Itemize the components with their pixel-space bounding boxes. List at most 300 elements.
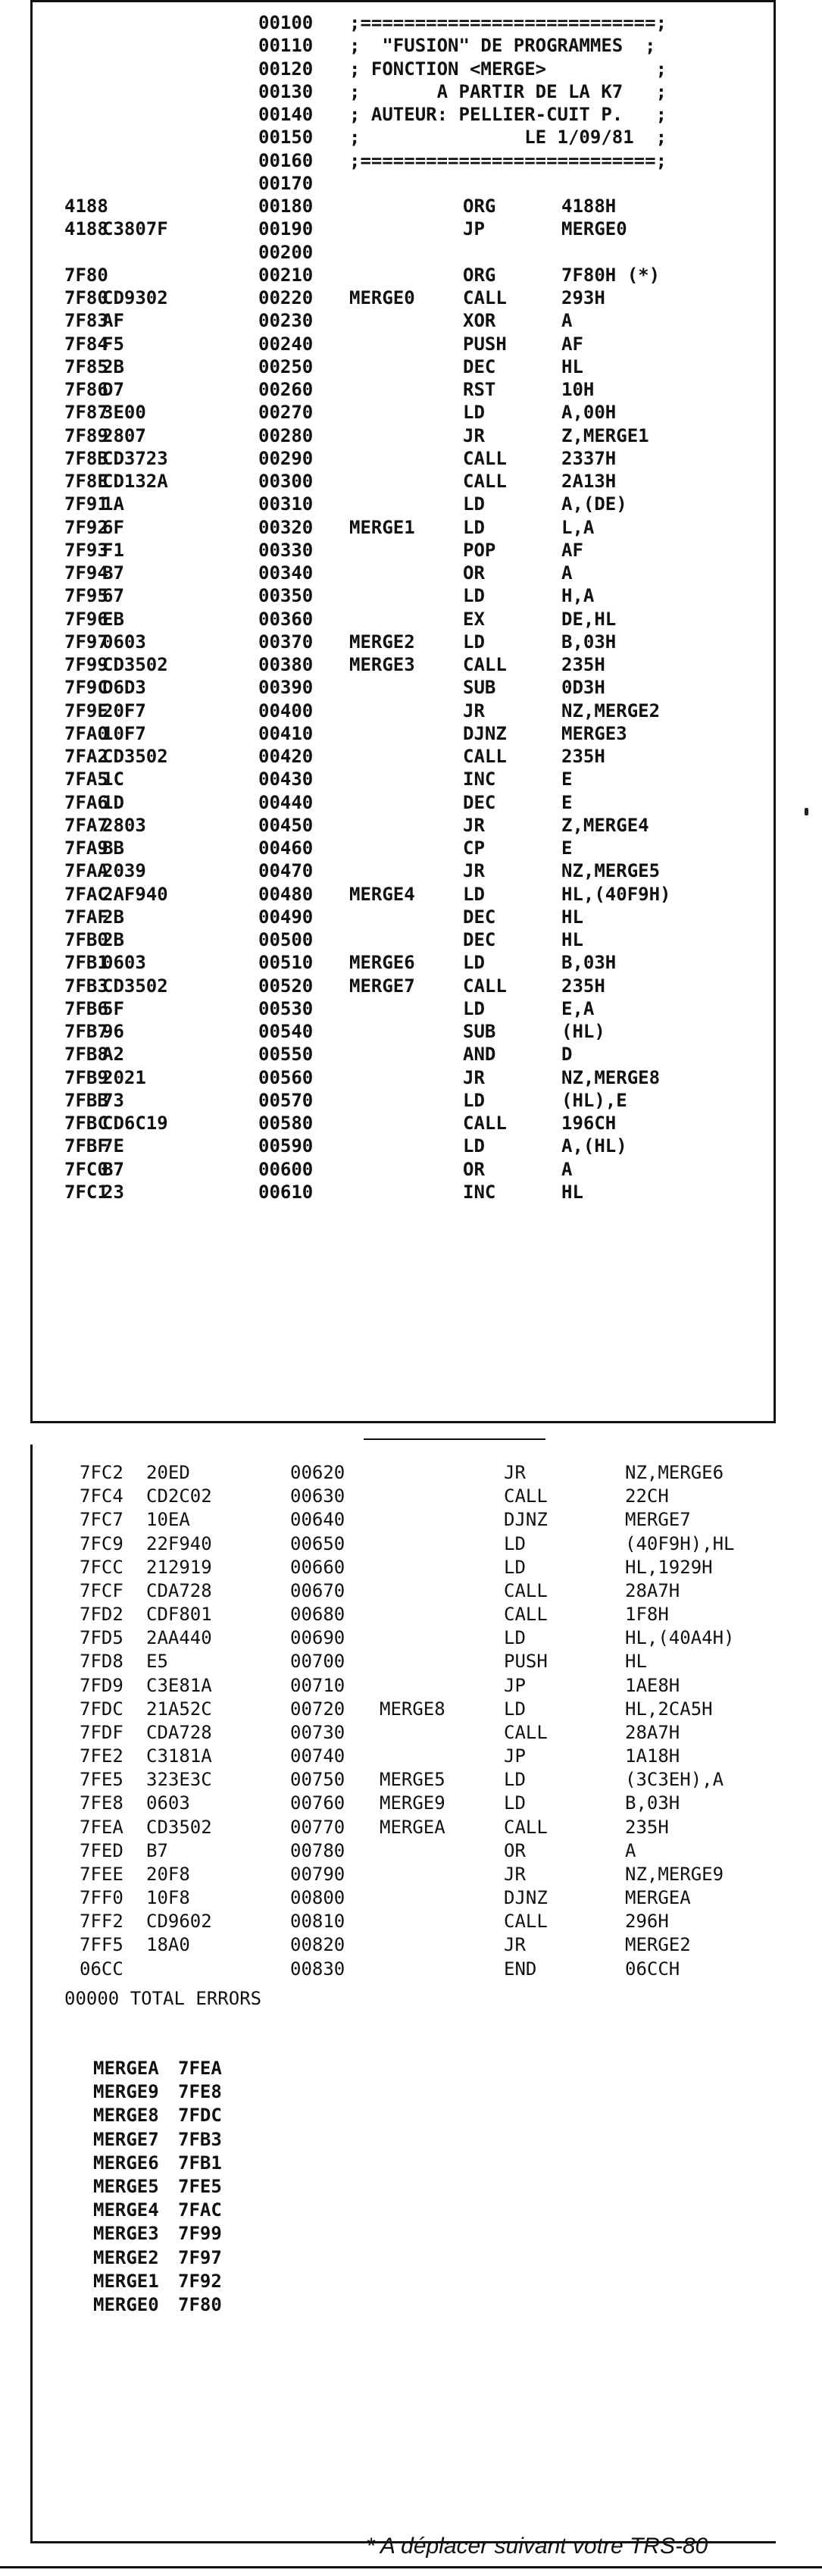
address: 7FC9 (80, 1532, 123, 1554)
line-number: 00690 (290, 1627, 345, 1649)
line-number: 00110 (258, 35, 314, 57)
address: 7FF0 (80, 1887, 123, 1909)
address: 7FB7 (64, 1021, 108, 1042)
line-number: 00220 (258, 287, 314, 308)
operand: HL,(40A4H) (625, 1627, 735, 1649)
operand: A (625, 1839, 636, 1861)
code-line (33, 218, 774, 240)
address: 7F87 (64, 402, 108, 424)
code-line (33, 951, 774, 974)
label: MERGE6 (349, 952, 415, 974)
machine-code: AF (102, 310, 124, 332)
code-line (33, 126, 774, 149)
operand: HL (561, 1181, 583, 1203)
line-number: 00560 (258, 1066, 314, 1088)
operand: 4188H (561, 196, 617, 217)
line-number: 00670 (290, 1579, 345, 1601)
mnemonic: LD (463, 952, 485, 974)
machine-code: 5F (102, 997, 124, 1019)
mnemonic: ORG (463, 264, 496, 286)
mnemonic: LD (463, 1135, 485, 1157)
mnemonic: AND (463, 1044, 496, 1066)
mnemonic: JR (463, 814, 485, 836)
operand: AF (561, 333, 583, 355)
mnemonic: DJNZ (463, 722, 507, 744)
machine-code: 2039 (102, 860, 146, 882)
mnemonic: OR (504, 1839, 526, 1861)
line-number: 00380 (258, 654, 314, 675)
symbol-entry (93, 2152, 320, 2175)
mnemonic: DJNZ (504, 1509, 548, 1531)
machine-code: 1A (102, 493, 124, 515)
line-number: 00630 (290, 1485, 345, 1507)
operand: 7F80H (*) (561, 264, 661, 286)
label: MERGE5 (380, 1769, 445, 1791)
code-line (33, 516, 774, 539)
machine-code: 2807 (102, 424, 146, 446)
mnemonic: CALL (504, 1579, 548, 1601)
code-line (33, 1461, 776, 1485)
code-line (33, 1745, 776, 1768)
address: 7F85 (64, 355, 108, 377)
mnemonic: POP (463, 539, 496, 561)
operand: 22CH (625, 1485, 669, 1507)
code-line (33, 11, 774, 34)
mnemonic: JR (504, 1863, 526, 1885)
code-line (33, 149, 774, 172)
line-number: 00250 (258, 355, 314, 377)
mnemonic: JR (463, 860, 485, 882)
label: MERGE7 (349, 975, 415, 997)
code-line (33, 1698, 776, 1721)
comment-text: ; A PARTIR DE LA K7 ; (349, 80, 667, 102)
footnote: * A déplacer suivant votre TRS-80 (366, 2534, 708, 2559)
code-line (33, 378, 774, 401)
operand: HL,(40F9H) (561, 883, 671, 905)
machine-code: 6F (102, 516, 124, 538)
mnemonic: LD (504, 1792, 526, 1814)
code-line (33, 58, 774, 80)
line-number: 00770 (290, 1816, 345, 1838)
address: 7F99 (64, 654, 108, 675)
mnemonic: CALL (504, 1911, 548, 1933)
line-number: 00810 (290, 1911, 345, 1933)
line-number: 00740 (290, 1745, 345, 1767)
address: 7F86 (64, 379, 108, 400)
code-line (33, 1958, 776, 1981)
operand: 1A18H (625, 1745, 680, 1767)
operand: NZ,MERGE5 (561, 860, 661, 882)
address: 7FAF (64, 906, 108, 928)
address: 7F94 (64, 562, 108, 584)
machine-code: C3181A (146, 1745, 212, 1767)
line-number: 00600 (258, 1158, 314, 1180)
machine-code: CDF801 (146, 1604, 212, 1626)
address: 4188 (64, 218, 108, 240)
mnemonic: JP (463, 218, 485, 240)
operand: 235H (561, 654, 605, 675)
comment-text: ;===========================; (349, 12, 667, 33)
code-line (33, 1066, 774, 1089)
code-line (33, 1508, 776, 1532)
code-line (33, 286, 774, 309)
mnemonic: CALL (463, 1113, 507, 1134)
listing-panel-top (30, 0, 776, 1423)
line-number: 00720 (290, 1698, 345, 1720)
line-number: 00230 (258, 310, 314, 332)
operand: A (561, 1158, 573, 1180)
line-number: 00480 (258, 883, 314, 905)
line-number: 00150 (258, 127, 314, 149)
address: 7FD8 (80, 1651, 123, 1673)
code-line (33, 241, 774, 264)
code-line (33, 928, 774, 951)
mnemonic: JR (504, 1934, 526, 1956)
code-line (33, 745, 774, 768)
code-line (33, 1089, 774, 1112)
operand: 2A13H (561, 471, 617, 492)
mnemonic: LD (504, 1698, 526, 1720)
machine-code: 21A52C (146, 1698, 212, 1720)
symbol-name: MERGE1 (93, 2270, 159, 2292)
operand: (40F9H),HL (625, 1532, 735, 1554)
operand: 06CCH (625, 1958, 680, 1980)
code-line (33, 447, 774, 470)
address: 7FC7 (80, 1509, 123, 1531)
operand: HL,2CA5H (625, 1698, 713, 1720)
address: 7FCC (80, 1556, 123, 1578)
symbol-entry (93, 2104, 320, 2127)
code-line (33, 700, 774, 722)
operand: A (561, 562, 573, 584)
machine-code: CD9302 (102, 287, 168, 308)
code-line (33, 1158, 774, 1181)
mnemonic: DEC (463, 355, 496, 377)
mnemonic: OR (463, 1158, 485, 1180)
machine-code: B7 (102, 1158, 124, 1180)
line-number: 00190 (258, 218, 314, 240)
comment-text: ; LE 1/09/81 ; (349, 127, 667, 149)
mnemonic: PUSH (463, 333, 507, 355)
operand: 28A7H (625, 1579, 680, 1601)
operand: A,00H (561, 402, 617, 424)
address: 7F91 (64, 493, 108, 515)
symbol-address: 7FEA (178, 2058, 222, 2079)
line-number: 00500 (258, 929, 314, 950)
machine-code: 1D (102, 791, 124, 813)
mnemonic: CALL (504, 1816, 548, 1838)
machine-code: CD9602 (146, 1911, 212, 1933)
machine-code: 2803 (102, 814, 146, 836)
line-number: 00360 (258, 608, 314, 630)
line-number: 00140 (258, 104, 314, 125)
address: 7FB6 (64, 997, 108, 1019)
address: 7FDF (80, 1721, 123, 1743)
machine-code: BB (102, 837, 124, 859)
mnemonic: DEC (463, 929, 496, 950)
line-number: 00200 (258, 241, 314, 263)
address: 7FB9 (64, 1066, 108, 1088)
operand: DE,HL (561, 608, 617, 630)
address: 7FA9 (64, 837, 108, 859)
mnemonic: LD (504, 1769, 526, 1791)
operand: E (561, 768, 573, 790)
operand: MERGE3 (561, 722, 627, 744)
code-line (33, 975, 774, 997)
code-line (33, 1933, 776, 1957)
code-line (33, 676, 774, 699)
operand: HL (561, 929, 583, 950)
machine-code: F1 (102, 539, 124, 561)
address: 7F9C (64, 677, 108, 699)
operand: NZ,MERGE8 (561, 1066, 661, 1088)
listing-rows-bottom (33, 1461, 776, 1981)
operand: Z,MERGE1 (561, 424, 649, 446)
line-number: 00640 (290, 1509, 345, 1531)
line-number: 00130 (258, 80, 314, 102)
machine-code: 212919 (146, 1556, 212, 1578)
machine-code: CDA728 (146, 1579, 212, 1601)
line-number: 00660 (290, 1556, 345, 1578)
operand: 293H (561, 287, 605, 308)
machine-code: C3E81A (146, 1674, 212, 1696)
code-line (33, 584, 774, 607)
machine-code: B7 (146, 1839, 168, 1861)
symbol-entry (93, 2080, 320, 2104)
symbol-address: 7FB3 (178, 2128, 222, 2150)
address: 7FEA (80, 1816, 123, 1838)
listing-panel-bottom (30, 1445, 776, 2559)
mnemonic: JP (504, 1674, 526, 1696)
line-number: 00570 (258, 1089, 314, 1111)
machine-code: 1C (102, 768, 124, 790)
code-line (33, 1112, 774, 1135)
mnemonic: LD (463, 997, 485, 1019)
machine-code: 73 (102, 1089, 124, 1111)
label: MERGE3 (349, 654, 415, 675)
mnemonic: LD (463, 516, 485, 538)
symbol-name: MERGE6 (93, 2152, 159, 2174)
operand: A,(DE) (561, 493, 627, 515)
symbol-name: MERGE2 (93, 2246, 159, 2268)
mnemonic: CALL (463, 975, 507, 997)
machine-code: 7E (102, 1135, 124, 1157)
mnemonic: CALL (463, 447, 507, 469)
code-line (33, 1485, 776, 1508)
code-line (33, 814, 774, 837)
symbol-entry (93, 2199, 320, 2222)
page-bottom-rule (0, 2566, 822, 2568)
line-number: 00270 (258, 402, 314, 424)
code-line (33, 1792, 776, 1815)
operand: B,03H (625, 1792, 680, 1814)
machine-code: CD3502 (146, 1816, 212, 1838)
mnemonic: LD (504, 1556, 526, 1578)
machine-code: 2021 (102, 1066, 146, 1088)
address: 7FB8 (64, 1044, 108, 1066)
print-speck (805, 808, 808, 815)
symbol-entry (93, 2246, 320, 2270)
code-line (33, 1532, 776, 1556)
address: 7F80 (64, 287, 108, 308)
address: 7F8E (64, 471, 108, 492)
label: MERGEA (380, 1816, 445, 1838)
label: MERGE8 (380, 1698, 445, 1720)
code-line (33, 1626, 776, 1650)
machine-code: CD3502 (102, 975, 168, 997)
mnemonic: DEC (463, 906, 496, 928)
operand: NZ,MERGE6 (625, 1462, 724, 1483)
separator-rule (364, 1438, 545, 1440)
symbol-address: 7FE8 (178, 2081, 222, 2103)
operand: E,A (561, 997, 595, 1019)
machine-code: 96 (102, 1021, 124, 1042)
symbol-name: MERGE5 (93, 2176, 159, 2198)
code-line (33, 264, 774, 286)
address: 7FF2 (80, 1911, 123, 1933)
operand: 235H (561, 746, 605, 767)
operand: MERGE2 (625, 1934, 691, 1956)
mnemonic: JP (504, 1745, 526, 1767)
code-line (33, 653, 774, 676)
address: 7F95 (64, 585, 108, 607)
mnemonic: JR (463, 700, 485, 721)
machine-code: C3807F (102, 218, 168, 240)
line-number: 00180 (258, 196, 314, 217)
machine-code: EB (102, 608, 124, 630)
mnemonic: JR (504, 1462, 526, 1483)
code-line (33, 1020, 774, 1043)
code-line (33, 1556, 776, 1579)
operand: B,03H (561, 952, 617, 974)
mnemonic: CALL (463, 287, 507, 308)
symbol-address: 7FE5 (178, 2176, 222, 2198)
symbol-name: MERGE3 (93, 2223, 159, 2245)
line-number: 00210 (258, 264, 314, 286)
address: 7FBB (64, 1089, 108, 1111)
address: 7FEE (80, 1863, 123, 1885)
address: 7FED (80, 1839, 123, 1861)
mnemonic: END (504, 1958, 537, 1980)
label: MERGE4 (349, 883, 415, 905)
mnemonic: JR (463, 424, 485, 446)
code-line (33, 493, 774, 515)
operand: MERGE7 (625, 1509, 691, 1531)
operand: E (561, 837, 573, 859)
line-number: 00320 (258, 516, 314, 538)
address: 7FB3 (64, 975, 108, 997)
operand: 28A7H (625, 1721, 680, 1743)
address: 7F93 (64, 539, 108, 561)
code-line (33, 768, 774, 790)
operand: MERGE0 (561, 218, 627, 240)
line-number: 00610 (258, 1181, 314, 1203)
code-line (33, 470, 774, 493)
line-number: 00730 (290, 1721, 345, 1743)
mnemonic: LD (463, 631, 485, 653)
address: 7FA5 (64, 768, 108, 790)
machine-code: CD3502 (102, 746, 168, 767)
machine-code: 10F8 (146, 1887, 190, 1909)
code-line (33, 34, 774, 57)
symbol-name: MERGE4 (93, 2199, 159, 2221)
symbol-address: 7FAC (178, 2199, 222, 2221)
machine-code: 23 (102, 1181, 124, 1203)
machine-code: 2AF940 (102, 883, 168, 905)
code-line (33, 722, 774, 745)
operand: HL,1929H (625, 1556, 713, 1578)
total-errors-text: 00000 TOTAL ERRORS (64, 1988, 262, 2009)
comment-text: ; "FUSION" DE PROGRAMMES ; (349, 35, 656, 57)
operand: H,A (561, 585, 595, 607)
code-line (33, 1603, 776, 1626)
address: 7F9E (64, 700, 108, 721)
symbol-entry (93, 2222, 320, 2246)
machine-code: A2 (102, 1044, 124, 1066)
code-line (33, 1043, 774, 1066)
line-number: 00390 (258, 677, 314, 699)
line-number: 00620 (290, 1462, 345, 1483)
address: 7FA0 (64, 722, 108, 744)
line-number: 00750 (290, 1769, 345, 1791)
line-number: 00830 (290, 1958, 345, 1980)
address: 7FAC (64, 883, 108, 905)
listing-rows-top (33, 11, 774, 1203)
operand: HL (625, 1651, 647, 1673)
line-number: 00780 (290, 1839, 345, 1861)
mnemonic: ORG (463, 196, 496, 217)
mnemonic: LD (463, 402, 485, 424)
code-line (33, 562, 774, 584)
operand: 196CH (561, 1113, 617, 1134)
operand: HL (561, 355, 583, 377)
machine-code: 0603 (146, 1792, 190, 1814)
mnemonic: EX (463, 608, 485, 630)
mnemonic: LD (463, 585, 485, 607)
mnemonic: OR (463, 562, 485, 584)
mnemonic: XOR (463, 310, 496, 332)
symbol-name: MERGEA (93, 2058, 159, 2079)
address: 7FA7 (64, 814, 108, 836)
line-number: 00100 (258, 12, 314, 33)
operand: NZ,MERGE9 (625, 1863, 724, 1885)
code-line (33, 172, 774, 195)
label: MERGE1 (349, 516, 415, 538)
line-number: 00400 (258, 700, 314, 721)
address: 7F97 (64, 631, 108, 653)
line-number: 00370 (258, 631, 314, 653)
address: 7F96 (64, 608, 108, 630)
symbol-table (93, 2057, 320, 2317)
code-line (33, 1721, 776, 1745)
machine-code: 20F8 (146, 1863, 190, 1885)
symbol-address: 7F80 (178, 2294, 222, 2316)
line-number: 00160 (258, 149, 314, 171)
mnemonic: SUB (463, 677, 496, 699)
code-line (33, 791, 774, 814)
line-number: 00700 (290, 1651, 345, 1673)
symbol-entry (93, 2175, 320, 2199)
address: 7FBC (64, 1113, 108, 1134)
machine-code: 22F940 (146, 1532, 212, 1554)
machine-code: 2B (102, 355, 124, 377)
address: 7FC4 (80, 1485, 123, 1507)
machine-code: CD2C02 (146, 1485, 212, 1507)
code-line (33, 355, 774, 378)
machine-code: D7 (102, 379, 124, 400)
machine-code: E5 (146, 1651, 168, 1673)
operand: HL (561, 906, 583, 928)
